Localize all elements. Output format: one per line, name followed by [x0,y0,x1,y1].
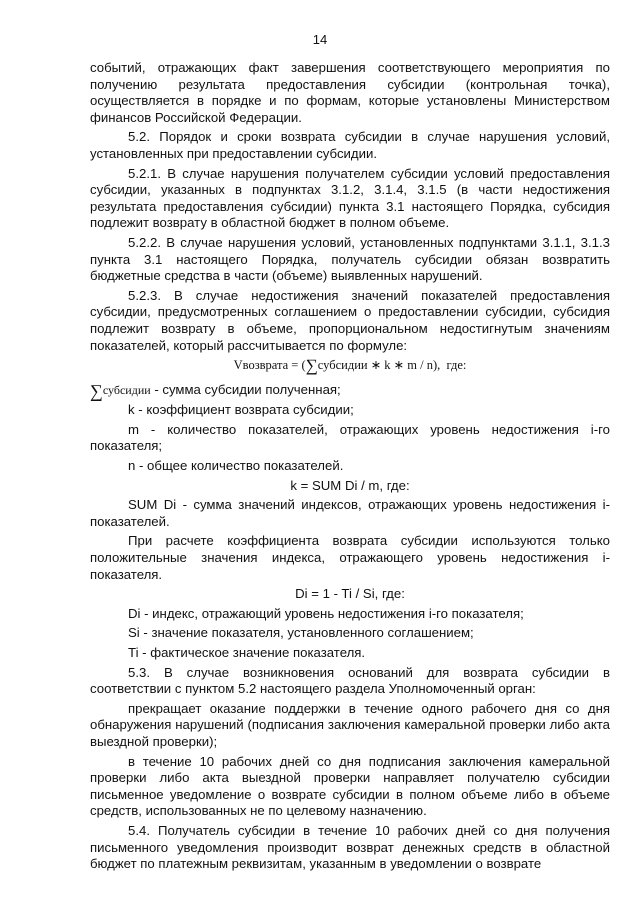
definition-di: Di - индекс, отражающий уровень недостижения i-го показателя; [128,605,524,621]
definition-sigma-subsidy [90,382,610,400]
definition-si: Si - значение показателя, установленного соглашением; [128,625,474,641]
sigma-definition-text: - сумма субсидии полученная; [150,381,341,397]
document-body [90,60,610,876]
paragraph-5-4: 5.4. Получатель субсидии в течение 10 рабочих дней со дня получения письменного уведомления производит возврат денежных средств в областной бюджет по платежным реквизитам, указанным в уведомлении о возврате [90,822,610,872]
paragraph-5-3-item-1: прекращает оказание поддержки в течение одного рабочего дня со дня обнаружения нарушений (подписания заключения камеральной проверки либо акта выездной проверки); [90,700,610,749]
formula-mid: субсидии ∗ k ∗ m / n), [317,358,441,373]
paragraph-5-2-2: 5.2.2. В случае нарушения условий, установленных подпунктами 3.1.1, 3.1.3 пункта 3.1 настоящего Порядка, получатель субсидии обязан возвратить бюджетные средства в части (объеме) выявленных нарушений. [90,234,610,284]
definition-ti: Ti - фактическое значение показателя. [128,645,366,660]
paragraph-calculation-note: При расчете коэффициента возврата субсидии используются только положительные значения индекса, отражающего уровень недостижения i-показателя. [90,533,610,582]
paragraph-5-2-3: 5.2.3. В случае недостижения значений показателей предоставления субсидии, предусмотренных соглашением о предоставлении субсидии, субсидия подлежит возврату в объеме, пропорциональном недостигнутым значениям показателей, который рассчитывается по формуле: [90,287,610,353]
formula-sigma: ∑ [305,356,318,376]
definition-n: n - общее количество показателей. [128,458,344,474]
formula-return-amount [90,357,610,375]
page-number: 14 [312,32,328,47]
sigma-glyph: ∑ [90,380,103,401]
sigma-symbol [90,380,151,401]
paragraph-5-3-item-2: в течение 10 рабочих дней со дня подписания заключения камеральной проверки либо акта выездной проверки направляет получателю субсидии письменное уведомление о возврате субсидии в полном объеме либо в объеме средств, использованных не по целевому назначению. [90,753,610,819]
paragraph-5-2: 5.2. Порядок и сроки возврата субсидии в случае нарушения условий, установленных при предоставлении субсидии. [90,129,610,161]
formula-k: k = SUM Di / m, где: [290,477,410,493]
paragraph-5-3: 5.3. В случае возникновения оснований для возврата субсидии в соответствии с пунктом 5.2 настоящего раздела Уполномоченный орган: [90,664,610,697]
formula-di: Di = 1 - Ti / Si, где: [295,586,405,602]
definition-m: m - количество показателей, отражающих уровень недостижения i-го показателя; [90,421,610,454]
paragraph-5-2-1: 5.2.1. В случае нарушения получателем субсидии условий предоставления субсидии, указанных в подпунктах 3.1.2, 3.1.4, 3.1.5 (в части недостижения результата предоставления субсидии) пункта 3.1 настоящего Порядка, субсидия подлежит возврату в областной бюджет в полном объеме. [90,165,610,231]
paragraph-continuation: событий, отражающих факт завершения соответствующего мероприятия по получению результата предоставления субсидии (контрольная точка), осуществляется в порядке и по формам, которые установлены Министерством финансов Российской Федерации. [90,60,610,125]
sigma-word: субсидии [102,382,151,397]
formula-where: где: [446,358,467,373]
definition-sum-di: SUM Di - сумма значений индексов, отражающих уровень недостижения i-показателей. [90,497,610,529]
definition-k: k - коэффициент возврата субсидии; [128,402,354,418]
formula-left: Vвозврата = ( [233,358,306,373]
